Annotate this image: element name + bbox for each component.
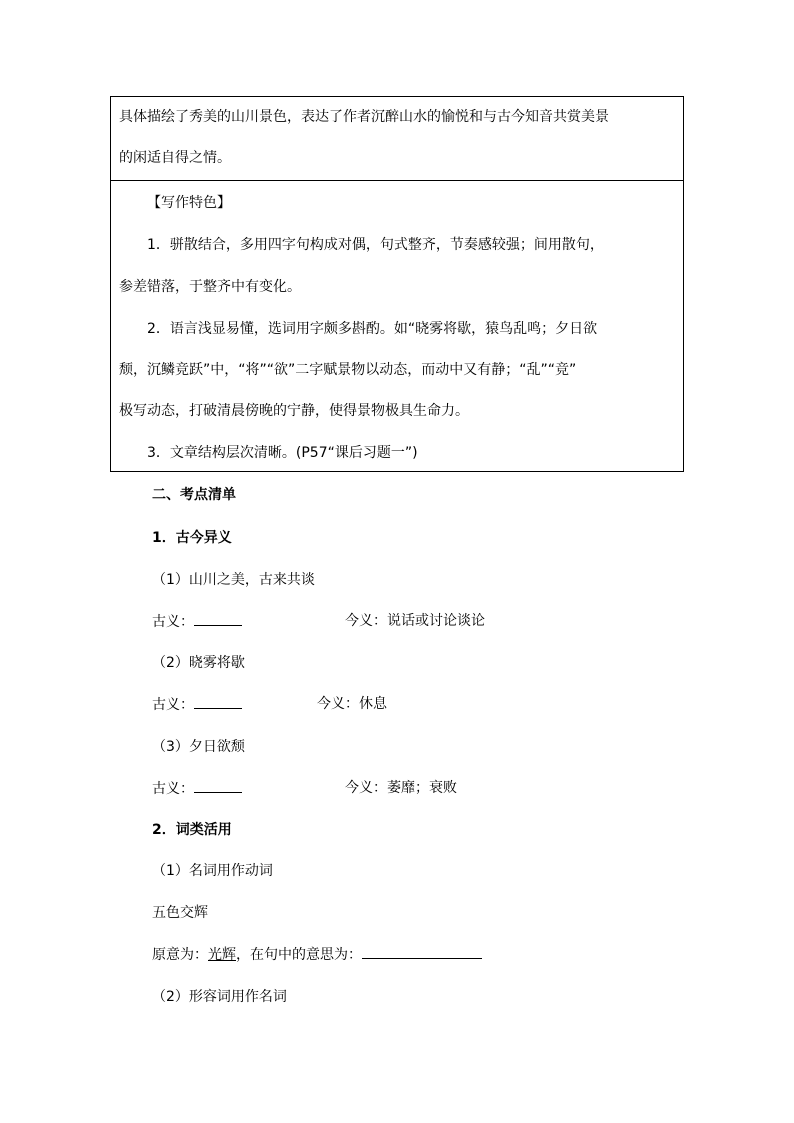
- feature-2-line-2: 颓，沉鳞竞跃”中，“将”“欲”二字赋景物以动态，而动中又有静；“乱”“竞”: [119, 362, 577, 378]
- answer-blank[interactable]: [194, 611, 242, 626]
- question-2-1-phrase: 五色交辉: [152, 905, 208, 921]
- section-2-1-title: 1．古今异义: [152, 530, 232, 546]
- context-meaning-label: ，在句中的意思为：: [236, 947, 362, 963]
- question-1-2: （2）晓雾将歇: [152, 655, 245, 671]
- ancient-meaning-label: 古义：: [152, 781, 194, 797]
- original-meaning-label: 原意为：: [152, 947, 208, 963]
- section-2-title: 二、考点清单: [152, 487, 236, 503]
- answer-1-2-ancient: [152, 694, 242, 715]
- original-meaning-word: 光辉: [208, 947, 236, 963]
- answer-1-1-modern: 今义：说话或讨论谈论: [345, 613, 485, 629]
- answer-1-3-modern: 今义：萎靡；衰败: [345, 780, 457, 796]
- feature-1-line-1: 1．骈散结合，多用四字句构成对偶，句式整齐，节奏感较强；间用散句，: [147, 237, 604, 253]
- intro-box: [110, 96, 684, 181]
- feature-2-line-1: 2．语言浅显易懂，选词用字颇多斟酌。如“晓雾将歇，猿鸟乱鸣；夕日欲: [147, 321, 598, 337]
- feature-3-line: 3．文章结构层次清晰。(P57“课后习题一”): [147, 445, 418, 461]
- ancient-meaning-label: 古义：: [152, 614, 194, 630]
- feature-2-line-3: 极写动态，打破清晨傍晚的宁静，使得景物极具生命力。: [119, 403, 469, 419]
- feature-1-line-2: 参差错落，于整齐中有变化。: [119, 279, 301, 295]
- intro-line-1: 具体描绘了秀美的山川景色，表达了作者沉醉山水的愉悦和与古今知音共赏美景: [119, 109, 609, 125]
- answer-1-3-ancient: [152, 778, 242, 799]
- writing-features-heading: 【写作特色】: [147, 195, 231, 211]
- writing-features-box: [110, 180, 684, 472]
- answer-blank[interactable]: [362, 944, 482, 959]
- answer-1-1-ancient: [152, 611, 242, 632]
- ancient-meaning-label: 古义：: [152, 697, 194, 713]
- answer-1-2-modern: 今义：休息: [317, 696, 387, 712]
- answer-2-1: [152, 944, 482, 965]
- answer-blank[interactable]: [194, 778, 242, 793]
- question-1-3: （3）夕日欲颓: [152, 739, 245, 755]
- question-2-2: （2）形容词用作名词: [152, 989, 287, 1005]
- intro-line-2: 的闲适自得之情。: [119, 150, 231, 166]
- section-2-2-title: 2．词类活用: [152, 822, 232, 838]
- answer-blank[interactable]: [194, 694, 242, 709]
- question-2-1: （1）名词用作动词: [152, 863, 273, 879]
- question-1-1: （1）山川之美，古来共谈: [152, 572, 315, 588]
